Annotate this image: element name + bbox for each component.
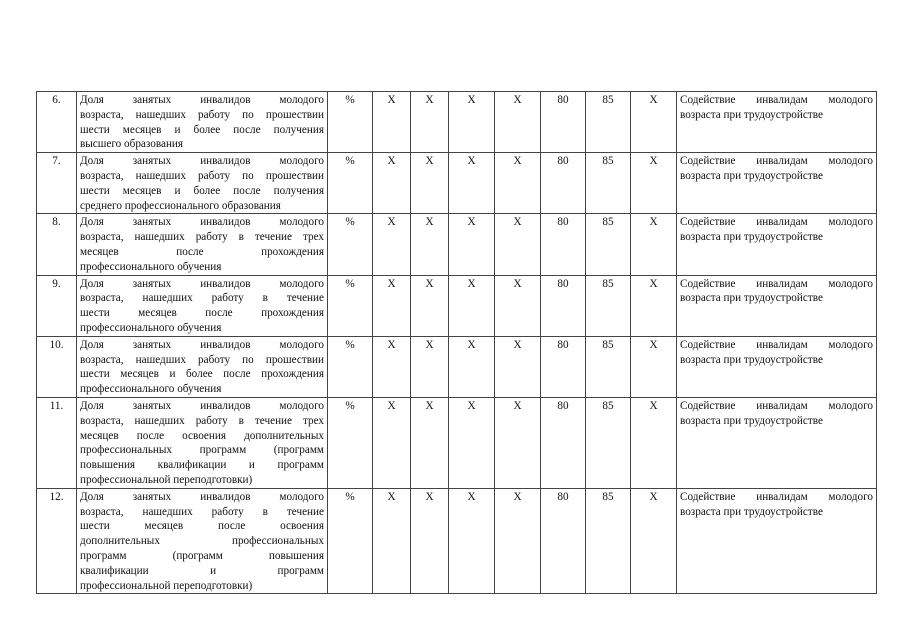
value-cell: 85 bbox=[586, 92, 631, 153]
measure-cell: Содействие инвалидам молодого возраста при трудоустройстве bbox=[677, 488, 877, 594]
indicator-name-line: Доля занятых инвалидов молодого bbox=[80, 277, 324, 290]
measure-cell: Содействие инвалидам молодого возраста при трудоустройстве bbox=[677, 214, 877, 275]
value-cell: Х bbox=[495, 92, 541, 153]
indicator-name-line: Доля занятых инвалидов молодого bbox=[80, 399, 324, 412]
row-number: 7. bbox=[37, 153, 77, 214]
indicator-name bbox=[77, 488, 328, 594]
indicator-name-line: высшего образования bbox=[80, 138, 184, 151]
table-row bbox=[37, 488, 877, 594]
value-cell: Х bbox=[373, 214, 411, 275]
value-cell: Х bbox=[495, 488, 541, 594]
unit-cell: % bbox=[328, 488, 373, 594]
indicator-name-line: Доля занятых инвалидов молодого bbox=[80, 216, 324, 229]
value-cell: Х bbox=[631, 214, 677, 275]
table-row bbox=[37, 153, 877, 214]
value-cell: 80 bbox=[541, 336, 586, 397]
value-cell: Х bbox=[631, 336, 677, 397]
indicator-name-line: возраста, нашедших работу по прошествии bbox=[80, 353, 324, 366]
unit-cell: % bbox=[328, 153, 373, 214]
indicator-name-line: профессионального обучения bbox=[80, 383, 222, 396]
indicator-name-line: среднего профессионального образования bbox=[80, 199, 281, 212]
value-cell: 80 bbox=[541, 275, 586, 336]
value-cell: 85 bbox=[586, 397, 631, 488]
indicator-name bbox=[77, 92, 328, 153]
table-row bbox=[37, 275, 877, 336]
unit-cell: % bbox=[328, 336, 373, 397]
table-body bbox=[37, 92, 877, 594]
indicator-name-line: возраста, нашедших работу в течение bbox=[80, 292, 324, 305]
value-cell: Х bbox=[449, 153, 495, 214]
indicator-name-line: профессиональной переподготовки) bbox=[80, 473, 253, 486]
value-cell: Х bbox=[631, 153, 677, 214]
value-cell: Х bbox=[449, 275, 495, 336]
value-cell: 85 bbox=[586, 214, 631, 275]
indicator-name-line: Доля занятых инвалидов молодого bbox=[80, 338, 324, 351]
indicator-name bbox=[77, 214, 328, 275]
indicator-name bbox=[77, 275, 328, 336]
indicator-name-line: возраста, нашедших работу по прошествии bbox=[80, 108, 324, 121]
unit-cell: % bbox=[328, 397, 373, 488]
row-number: 6. bbox=[37, 92, 77, 153]
value-cell: Х bbox=[631, 275, 677, 336]
table-row bbox=[37, 92, 877, 153]
value-cell: Х bbox=[495, 214, 541, 275]
value-cell: 80 bbox=[541, 488, 586, 594]
value-cell: Х bbox=[373, 397, 411, 488]
measure-cell: Содействие инвалидам молодого возраста при трудоустройстве bbox=[677, 336, 877, 397]
indicator-name-line: возраста, нашедших работу в течение трех bbox=[80, 231, 324, 244]
value-cell: Х bbox=[373, 488, 411, 594]
value-cell: Х bbox=[411, 275, 449, 336]
value-cell: Х bbox=[373, 92, 411, 153]
indicator-name bbox=[77, 397, 328, 488]
unit-cell: % bbox=[328, 214, 373, 275]
value-cell: 85 bbox=[586, 488, 631, 594]
value-cell: Х bbox=[373, 275, 411, 336]
value-cell: 85 bbox=[586, 275, 631, 336]
row-number: 12. bbox=[37, 488, 77, 594]
indicator-name-line: Доля занятых инвалидов молодого bbox=[80, 490, 324, 503]
value-cell: 85 bbox=[586, 153, 631, 214]
row-number: 8. bbox=[37, 214, 77, 275]
indicator-name-line: шести месяцев после прохождения bbox=[80, 307, 324, 320]
value-cell: Х bbox=[495, 336, 541, 397]
indicator-name-line: программ (программ повышения bbox=[80, 549, 324, 562]
value-cell: 80 bbox=[541, 92, 586, 153]
indicator-name-line: профессиональных программ (программ bbox=[80, 444, 324, 457]
value-cell: Х bbox=[411, 336, 449, 397]
value-cell: Х bbox=[631, 488, 677, 594]
indicator-name-line: квалификации и программ bbox=[80, 564, 324, 577]
indicator-name-line: шести месяцев и более после прохождения bbox=[80, 368, 324, 381]
indicator-name-line: профессиональной переподготовки) bbox=[80, 579, 253, 592]
indicator-name-line: шести месяцев и более после получения bbox=[80, 184, 324, 197]
indicator-name-line: Доля занятых инвалидов молодого bbox=[80, 94, 324, 106]
value-cell: 80 bbox=[541, 214, 586, 275]
indicator-name-line: повышения квалификации и программ bbox=[80, 459, 324, 472]
value-cell: Х bbox=[411, 214, 449, 275]
unit-cell: % bbox=[328, 92, 373, 153]
value-cell: 85 bbox=[586, 336, 631, 397]
value-cell: Х bbox=[373, 153, 411, 214]
unit-cell: % bbox=[328, 275, 373, 336]
indicator-name-line: возраста, нашедших работу в течение трех bbox=[80, 414, 324, 427]
value-cell: Х bbox=[411, 153, 449, 214]
value-cell: Х bbox=[373, 336, 411, 397]
value-cell: 80 bbox=[541, 153, 586, 214]
measure-cell: Содействие инвалидам молодого возраста при трудоустройстве bbox=[677, 275, 877, 336]
indicator-name-line: возраста, нашедших работу по прошествии bbox=[80, 169, 324, 182]
value-cell: Х bbox=[495, 397, 541, 488]
table-row bbox=[37, 336, 877, 397]
row-number: 9. bbox=[37, 275, 77, 336]
indicators-table bbox=[36, 91, 877, 594]
indicator-name-line: шести месяцев после освоения bbox=[80, 520, 324, 533]
value-cell: Х bbox=[449, 397, 495, 488]
indicator-name-line: месяцев после прохождения bbox=[80, 245, 324, 258]
value-cell: Х bbox=[449, 214, 495, 275]
value-cell: Х bbox=[631, 397, 677, 488]
value-cell: Х bbox=[411, 397, 449, 488]
row-number: 10. bbox=[37, 336, 77, 397]
value-cell: Х bbox=[411, 92, 449, 153]
table-row bbox=[37, 214, 877, 275]
indicator-name-line: шести месяцев и более после получения bbox=[80, 123, 324, 136]
value-cell: Х bbox=[449, 336, 495, 397]
row-number: 11. bbox=[37, 397, 77, 488]
indicator-name-line: возраста, нашедших работу в течение bbox=[80, 505, 324, 518]
indicator-name-line: профессионального обучения bbox=[80, 321, 222, 334]
measure-cell: Содействие инвалидам молодого возраста при трудоустройстве bbox=[677, 92, 877, 153]
table-row bbox=[37, 397, 877, 488]
value-cell: Х bbox=[631, 92, 677, 153]
value-cell: Х bbox=[495, 153, 541, 214]
measure-cell: Содействие инвалидам молодого возраста при трудоустройстве bbox=[677, 397, 877, 488]
indicator-name-line: профессионального обучения bbox=[80, 260, 222, 273]
value-cell: 80 bbox=[541, 397, 586, 488]
value-cell: Х bbox=[449, 488, 495, 594]
indicator-name bbox=[77, 336, 328, 397]
indicator-name-line: месяцев после освоения дополнительных bbox=[80, 429, 324, 442]
measure-cell: Содействие инвалидам молодого возраста при трудоустройстве bbox=[677, 153, 877, 214]
indicator-name-line: Доля занятых инвалидов молодого bbox=[80, 155, 324, 168]
indicator-name bbox=[77, 153, 328, 214]
value-cell: Х bbox=[449, 92, 495, 153]
value-cell: Х bbox=[495, 275, 541, 336]
value-cell: Х bbox=[411, 488, 449, 594]
indicator-name-line: дополнительных профессиональных bbox=[80, 535, 324, 548]
